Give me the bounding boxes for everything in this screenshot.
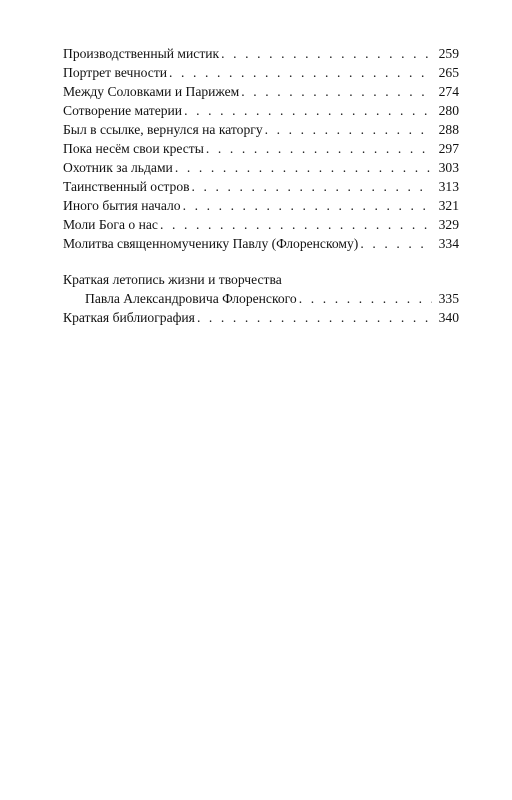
toc-entry — [63, 82, 459, 101]
toc-entry-title: Краткая библиография — [63, 310, 195, 325]
toc-entry — [63, 158, 459, 177]
toc-entry-page: 313 — [438, 179, 459, 194]
toc-leader-dots — [360, 234, 432, 253]
toc-leader-dots — [299, 289, 432, 308]
toc-leader-dots — [241, 82, 432, 101]
toc-entry — [63, 177, 459, 196]
toc-entry-page: 288 — [438, 122, 459, 137]
toc-entry-page: 303 — [438, 160, 459, 175]
table-of-contents — [63, 44, 459, 327]
toc-leader-dots — [265, 120, 432, 139]
toc-chronicle-entry — [63, 289, 459, 308]
toc-entry-title: Портрет вечности — [63, 65, 168, 80]
toc-entry-page: 274 — [438, 84, 459, 99]
toc-leader-dots — [183, 196, 432, 215]
toc-entry-page: 265 — [438, 65, 459, 80]
toc-entry-title: Между Соловками и Парижем — [63, 84, 240, 99]
toc-entry-title: Был в ссылке, вернулся на каторгу — [63, 122, 263, 137]
toc-entry — [63, 120, 459, 139]
toc-entry — [63, 63, 459, 82]
toc-entry-page: 297 — [438, 141, 459, 156]
toc-entry-title: Моли Бога о нас — [63, 217, 158, 232]
toc-entry — [63, 101, 459, 120]
toc-chronicle-line1: Краткая летопись жизни и творчества — [63, 272, 282, 287]
toc-entry-title: Пока несём свои кресты — [63, 141, 204, 156]
section-spacer — [63, 253, 459, 270]
toc-entry — [63, 215, 459, 234]
toc-entry — [63, 234, 459, 253]
toc-leader-dots — [184, 101, 432, 120]
toc-entry-page: 280 — [438, 103, 459, 118]
toc-entry-title: Молитва священномученику Павлу (Флоренскому) — [63, 236, 359, 251]
toc-entry-title: Сотворение материи — [63, 103, 183, 118]
toc-leader-dots — [160, 215, 432, 234]
toc-entry-title: Иного бытия начало — [63, 198, 181, 213]
toc-entry-page: 340 — [438, 310, 459, 325]
toc-leader-dots — [169, 63, 432, 82]
toc-bibliography-entry — [63, 308, 459, 327]
toc-entry-page: 329 — [438, 217, 459, 232]
toc-entry — [63, 196, 459, 215]
toc-leader-dots — [197, 308, 432, 327]
toc-entry-page: 259 — [438, 46, 459, 61]
toc-leader-dots — [221, 44, 432, 63]
toc-entry-page: 334 — [438, 236, 459, 251]
toc-entry-title: Производственный мистик — [63, 46, 220, 61]
toc-leader-dots — [206, 139, 432, 158]
toc-entry — [63, 44, 459, 63]
toc-entry-page: 321 — [438, 198, 459, 213]
toc-entry-page: 335 — [438, 291, 459, 306]
toc-chronicle-line2: Павла Александровича Флоренского — [85, 291, 297, 306]
toc-leader-dots — [175, 158, 432, 177]
toc-entry — [63, 139, 459, 158]
toc-leader-dots — [192, 177, 432, 196]
toc-entry-title: Охотник за льдами — [63, 160, 173, 175]
toc-entry-title: Таинственный остров — [63, 179, 190, 194]
